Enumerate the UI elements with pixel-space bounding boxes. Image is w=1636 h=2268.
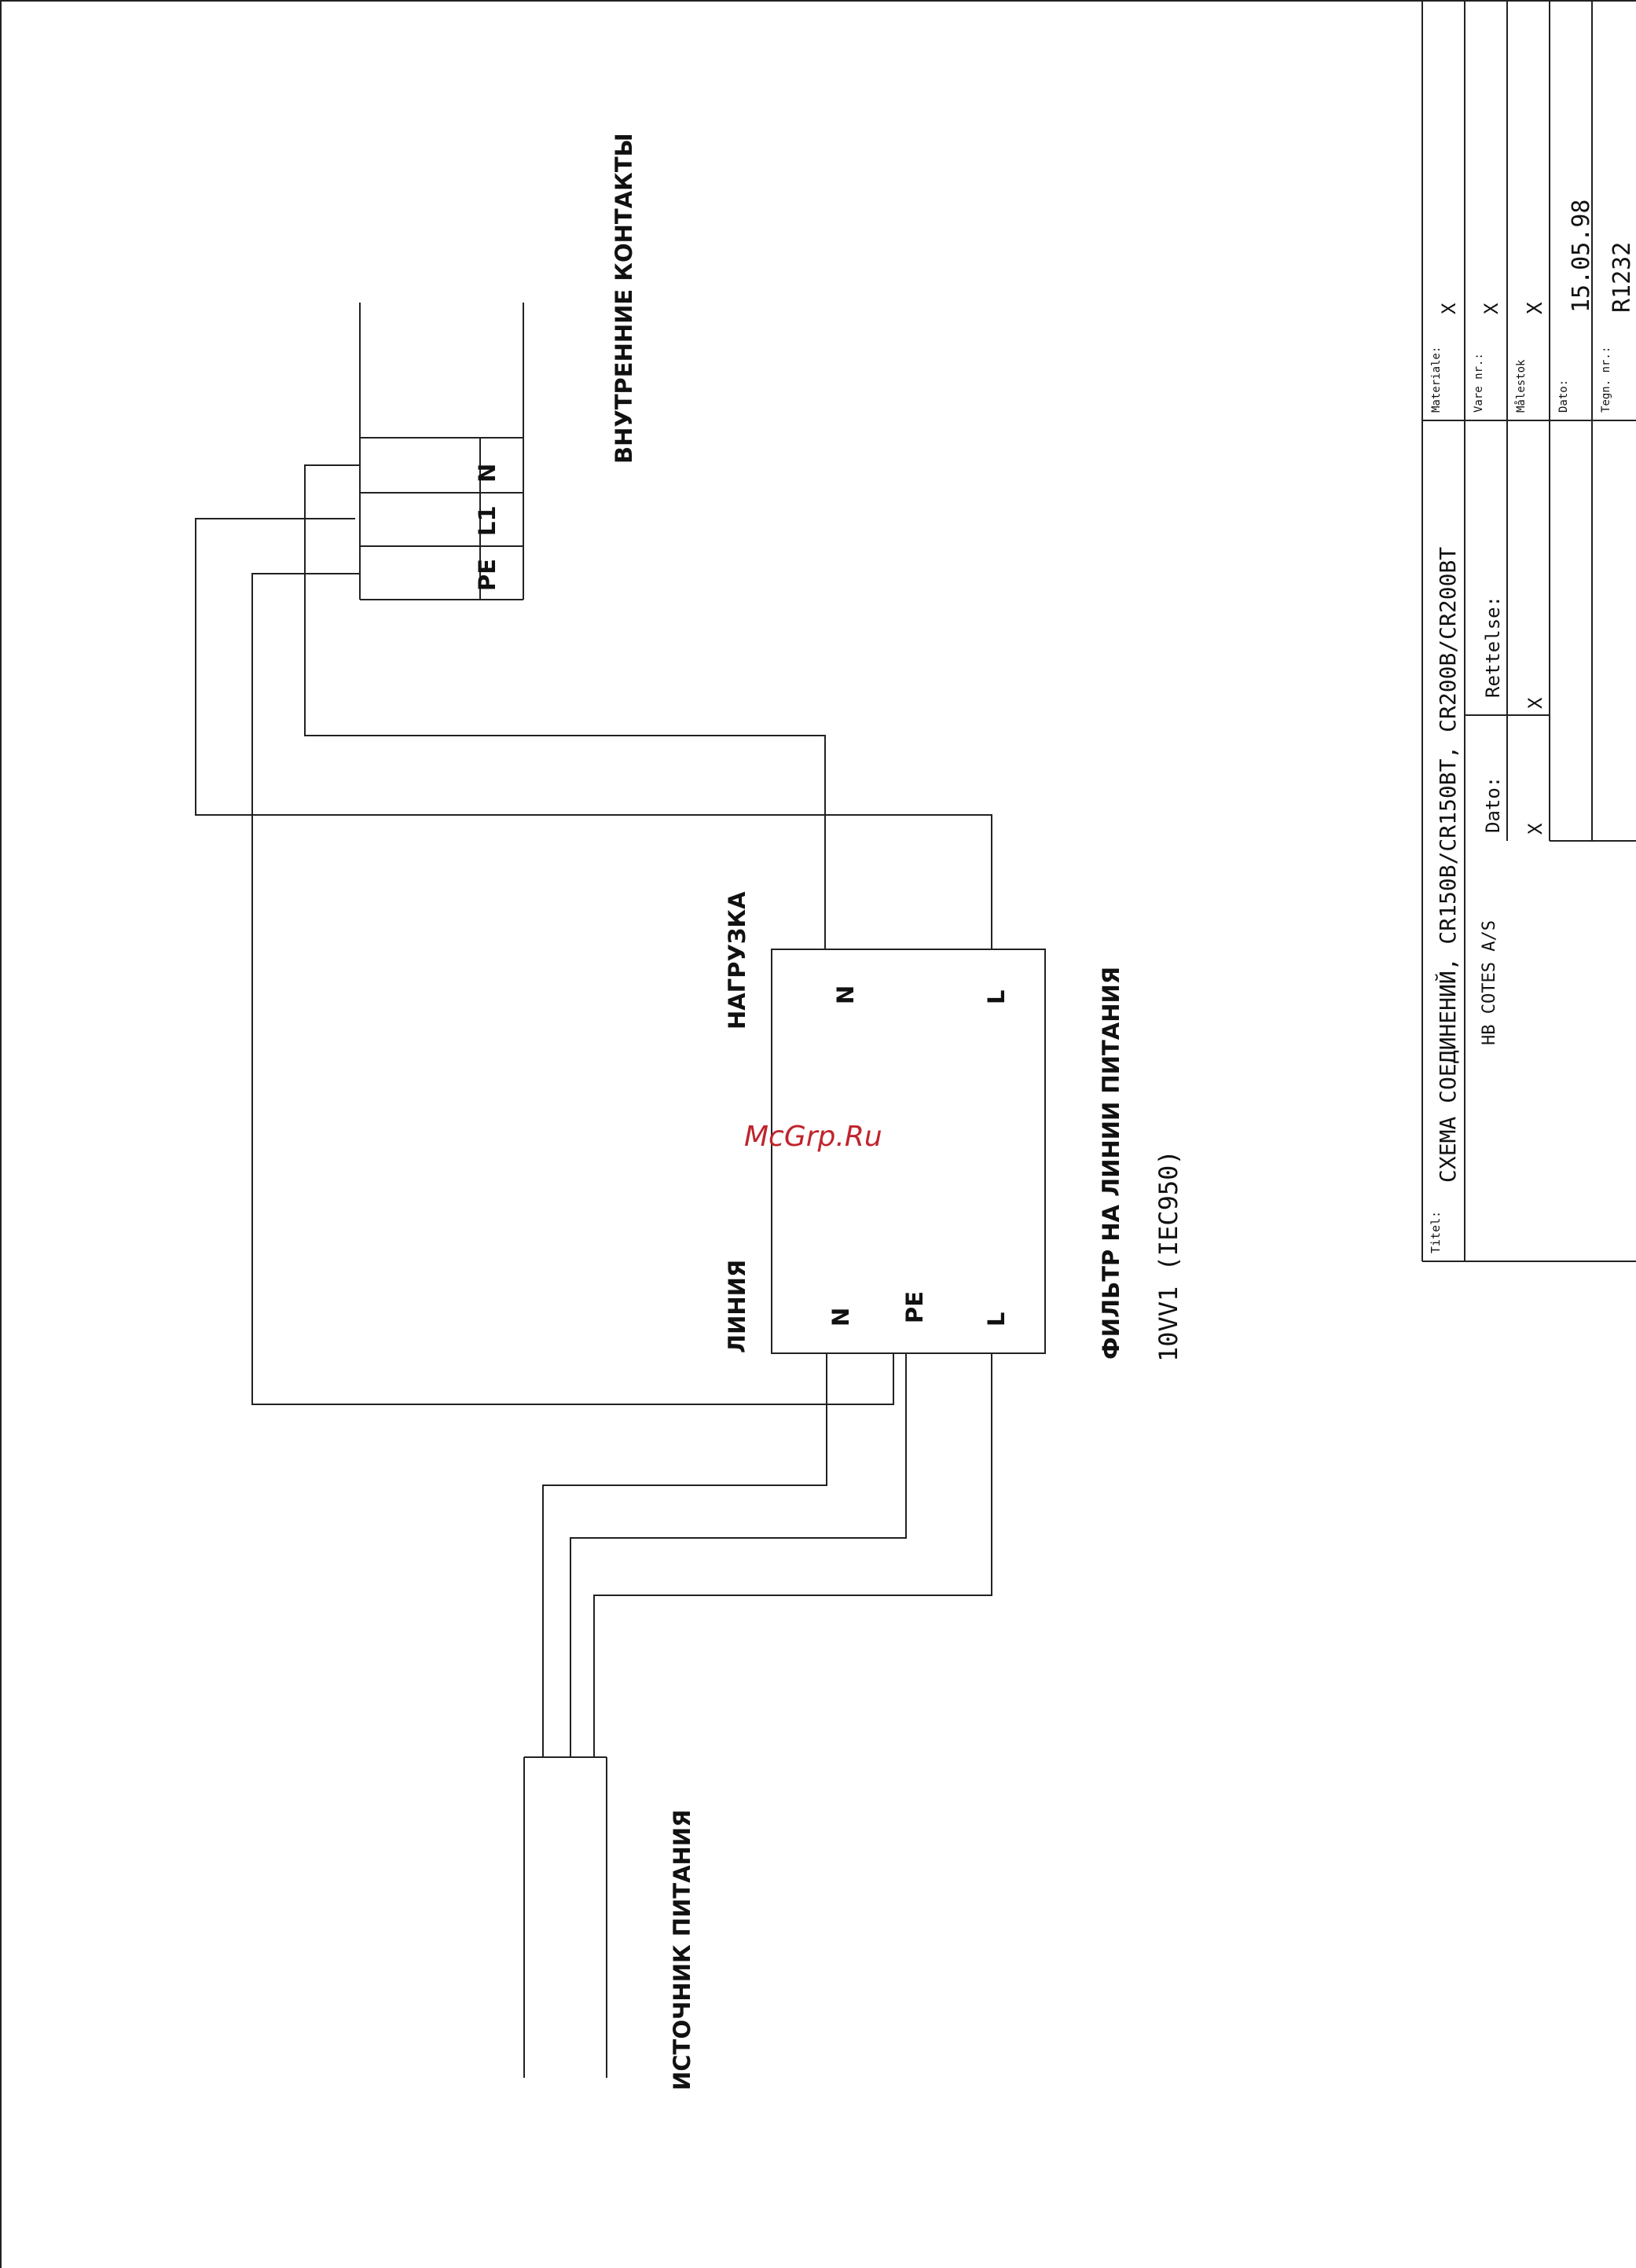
malestok-label: Målestok	[1515, 359, 1528, 413]
line-terminal-pe: PE	[901, 1290, 928, 1323]
terminal-pe-label: PE	[474, 558, 501, 591]
wire-l1-internal	[196, 519, 992, 949]
dato2-label: Dato:	[1557, 379, 1570, 413]
dato-label: Dato:	[1482, 776, 1504, 833]
materiale-label: Materiale:	[1430, 346, 1443, 413]
vare-label: Vare nr.:	[1473, 353, 1485, 413]
wire-n-source	[543, 1353, 827, 1757]
load-label: НАГРУЗКА	[724, 891, 750, 1029]
internal-contacts-block	[360, 303, 523, 600]
dato-value: X	[1524, 823, 1546, 835]
watermark: McGrp.Ru	[744, 1121, 882, 1153]
materiale-value: X	[1438, 303, 1460, 314]
titel-label: Titel:	[1429, 1210, 1443, 1253]
title-block	[1422, 0, 1636, 1261]
load-terminal-l: L	[983, 989, 1010, 1004]
terminal-n-label: N	[474, 463, 501, 483]
internal-contacts-label: ВНУТРЕННИЕ КОНТАКТЫ	[611, 133, 637, 464]
line-terminal-l: L	[983, 1312, 1010, 1327]
line-terminal-n: N	[827, 1307, 854, 1327]
wire-pe-source	[570, 1353, 906, 1757]
wire-pe-internal	[252, 574, 893, 1404]
vare-value: X	[1480, 303, 1502, 314]
wire-n-internal	[305, 465, 825, 949]
terminal-l1-label: L1	[474, 505, 501, 536]
line-label: ЛИНИЯ	[724, 1259, 750, 1353]
malestok-value: X	[1524, 302, 1547, 314]
power-source-cable	[524, 1757, 607, 2078]
rettelse-label: Rettelse:	[1482, 595, 1504, 698]
filter-model: 10VV1 (IEC950)	[1154, 1150, 1183, 1362]
rettelse-value: X	[1524, 697, 1546, 709]
filter-label: ФИЛЬТР НА ЛИНИИ ПИТАНИЯ	[1098, 966, 1124, 1360]
drawing-title: СХЕМА СОЕДИНЕНИЙ, CR150B/CR150BT, CR200B/CR200BT	[1435, 546, 1461, 1183]
company-name: HB COTES A/S	[1480, 920, 1499, 1045]
load-terminal-n: N	[832, 985, 859, 1004]
tegn-label: Tegn. nr.:	[1600, 346, 1612, 413]
tegn-value: R1232	[1608, 241, 1636, 313]
power-source-label: ИСТОЧНИК ПИТАНИЯ	[669, 1809, 695, 2090]
dato2-value: 15.05.98	[1568, 199, 1595, 313]
wire-l-source	[594, 1353, 992, 1757]
